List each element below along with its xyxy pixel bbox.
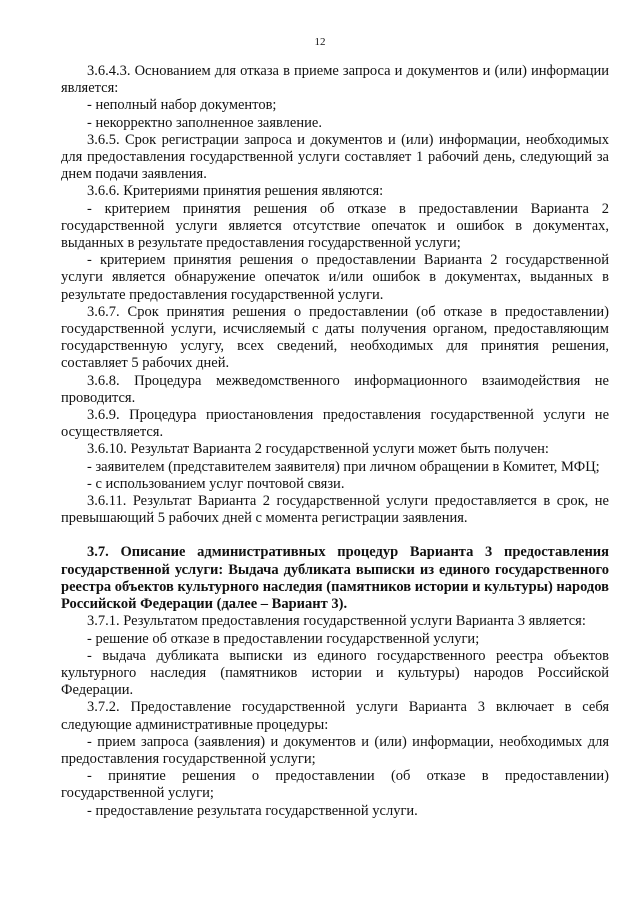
list-item-request-intake: - прием запроса (заявления) и документов и (или) информации, необходимых для предоставления государственной услуги; — [61, 733, 609, 767]
paragraph-3-7-2: 3.7.2. Предоставление государственной услуги Варианта 3 включает в себя следующие административные процедуры: — [61, 699, 609, 733]
list-item-duplicate-issue: - выдача дубликата выписки из единого государственного реестра объектов культурного наследия (памятников истории и культуры) народов Российской Федерации. — [61, 647, 609, 699]
list-item-refusal-decision: - решение об отказе в предоставлении государственной услуги; — [87, 630, 480, 647]
page-number: 12 — [314, 36, 326, 48]
list-item-result-delivery: - предоставление результата государственной услуги. — [87, 802, 418, 819]
paragraph-3-6-4-3: 3.6.4.3. Основанием для отказа в приеме запроса и документов и (или) информации является: — [61, 63, 609, 97]
paragraph-3-6-10: 3.6.10. Результат Варианта 2 государственной услуги может быть получен: — [87, 441, 549, 458]
list-item-refusal-criterion: - критерием принятия решения об отказе в предоставлении Варианта 2 государственной услуги является отсутствие опечаток и ошибок в документах, выданных в результате предоставления государственной услуги; — [61, 200, 609, 252]
section-spacer — [61, 527, 609, 544]
paragraph-3-6-5: 3.6.5. Срок регистрации запроса и документов и (или) информации, необходимых для предоставления государственной услуги составляет 1 рабочий день, следующий за днем подачи заявления. — [61, 131, 609, 183]
paragraph-3-6-6: 3.6.6. Критериями принятия решения являются: — [87, 183, 384, 200]
paragraph-3-7-1: 3.7.1. Результатом предоставления государственной услуги Варианта 3 является: — [87, 613, 586, 630]
paragraph-3-6-11: 3.6.11. Результат Варианта 2 государственной услуги предоставляется в срок, не превышающий 5 рабочих дней с момента регистрации заявления. — [61, 493, 609, 527]
section-heading-3-7: 3.7. Описание административных процедур Варианта 3 предоставления государственной услуги: Выдача дубликата выписки из единого государственного реестра объектов культурного наследия (памятников истории и культуры) народов Российской Федерации (далее – Вариант 3). — [61, 544, 609, 613]
list-item-postal: - с использованием услуг почтовой связи. — [87, 475, 345, 492]
list-item-grant-criterion: - критерием принятия решения о предоставлении Варианта 2 государственной услуги является обнаружение опечаток и/или ошибок в документах, выданных в результате предоставления государственной услуги. — [61, 252, 609, 303]
paragraph-3-6-7: 3.6.7. Срок принятия решения о предоставлении (об отказе в предоставлении) государственной услуги, исчисляемый с даты получения органом, предоставляющим государственную услугу, всех сведений, необходимых для принятия решения, составляет 5 рабочих дней. — [61, 303, 609, 372]
paragraph-3-6-8: 3.6.8. Процедура межведомственного информационного взаимодействия не проводится. — [61, 372, 609, 406]
list-item-incomplete-docs: - неполный набор документов; — [87, 97, 277, 114]
paragraph-3-6-9: 3.6.9. Процедура приостановления предоставления государственной услуги не осуществляется. — [61, 407, 609, 441]
list-item-incorrect-application: - некорректно заполненное заявление. — [87, 114, 322, 131]
list-item-decision: - принятие решения о предоставлении (об отказе в предоставлении) государственной услуги; — [61, 768, 609, 802]
document-body — [61, 63, 609, 820]
list-item-personal-visit: - заявителем (представителем заявителя) при личном обращении в Комитет, МФЦ; — [87, 458, 600, 475]
